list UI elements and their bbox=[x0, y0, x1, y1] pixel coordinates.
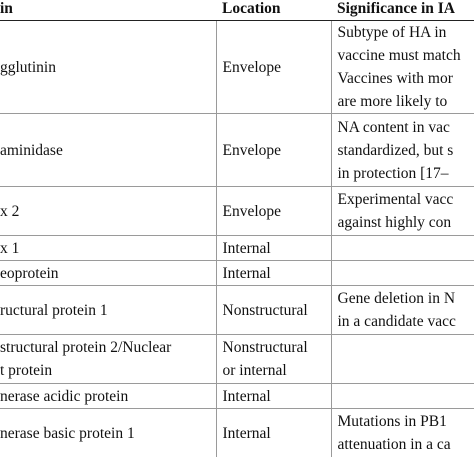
location-text: Nonstructural bbox=[222, 339, 308, 356]
location-cell bbox=[216, 409, 331, 458]
significance-cell bbox=[331, 114, 474, 187]
protein-name: t protein bbox=[0, 362, 53, 379]
table-row bbox=[0, 286, 474, 335]
significance-line: against highly con bbox=[337, 214, 452, 231]
location-cell bbox=[216, 335, 331, 384]
header-location: Location bbox=[216, 0, 331, 21]
header-significance: Significance in IA bbox=[331, 0, 474, 21]
significance-cell bbox=[331, 409, 474, 458]
significance-line: Experimental vacc bbox=[337, 191, 454, 208]
protein-name: x 1 bbox=[0, 239, 20, 257]
location-cell bbox=[216, 286, 331, 335]
location-text: Envelope bbox=[222, 58, 282, 76]
location-text: Internal bbox=[222, 239, 271, 257]
protein-name: x 2 bbox=[0, 202, 20, 220]
protein-name: ructural protein 1 bbox=[0, 301, 108, 319]
protein-cell bbox=[0, 409, 216, 458]
protein-name: aminidase bbox=[0, 141, 63, 159]
significance-cell bbox=[331, 286, 474, 335]
significance-line: vaccine must match bbox=[337, 47, 461, 64]
significance-line: in a candidate vacc bbox=[337, 313, 456, 330]
protein-cell bbox=[0, 236, 216, 261]
protein-name: gglutinin bbox=[0, 58, 56, 76]
protein-name: eoprotein bbox=[0, 264, 59, 282]
location-cell bbox=[216, 114, 331, 187]
protein-cell bbox=[0, 114, 216, 187]
location-cell bbox=[216, 261, 331, 286]
location-cell bbox=[216, 236, 331, 261]
table-row bbox=[0, 114, 474, 187]
significance-cell bbox=[331, 236, 474, 261]
table-row bbox=[0, 384, 474, 409]
table-row bbox=[0, 187, 474, 236]
significance-cell bbox=[331, 384, 474, 409]
protein-name: structural protein 2/Nuclear bbox=[0, 339, 172, 356]
protein-cell bbox=[0, 286, 216, 335]
significance-line: Mutations in PB1 bbox=[337, 413, 447, 430]
table-row bbox=[0, 236, 474, 261]
protein-cell bbox=[0, 384, 216, 409]
location-cell bbox=[216, 384, 331, 409]
location-text: Nonstructural bbox=[222, 301, 308, 319]
significance-line: standardized, but s bbox=[337, 141, 454, 159]
significance-line: Vaccines with mor bbox=[337, 70, 453, 87]
location-cell bbox=[216, 187, 331, 236]
table-row bbox=[0, 335, 474, 384]
protein-cell bbox=[0, 335, 216, 384]
significance-cell bbox=[331, 335, 474, 384]
significance-line: NA content in vac bbox=[337, 118, 450, 136]
location-text: Envelope bbox=[222, 202, 282, 220]
protein-name: nerase basic protein 1 bbox=[0, 424, 135, 442]
significance-line: Gene deletion in N bbox=[337, 290, 456, 307]
table-header bbox=[0, 0, 474, 21]
table-row bbox=[0, 21, 474, 114]
location-text: Internal bbox=[222, 387, 271, 405]
protein-cell bbox=[0, 21, 216, 114]
significance-cell bbox=[331, 187, 474, 236]
significance-line: in protection [17– bbox=[337, 164, 449, 182]
location-text: Internal bbox=[222, 264, 271, 282]
table-row bbox=[0, 409, 474, 458]
location-cell bbox=[216, 21, 331, 114]
location-text: Internal bbox=[222, 424, 271, 442]
protein-cell bbox=[0, 187, 216, 236]
significance-line: attenuation in a ca bbox=[337, 436, 451, 453]
significance-cell bbox=[331, 261, 474, 286]
significance-cell bbox=[331, 21, 474, 114]
significance-line: are more likely to bbox=[337, 93, 448, 110]
header-protein: in bbox=[0, 0, 216, 21]
protein-name: nerase acidic protein bbox=[0, 387, 129, 405]
table-row bbox=[0, 261, 474, 286]
protein-cell bbox=[0, 261, 216, 286]
location-text: or internal bbox=[222, 362, 287, 379]
location-text: Envelope bbox=[222, 141, 282, 159]
significance-line: Subtype of HA in bbox=[337, 24, 447, 41]
